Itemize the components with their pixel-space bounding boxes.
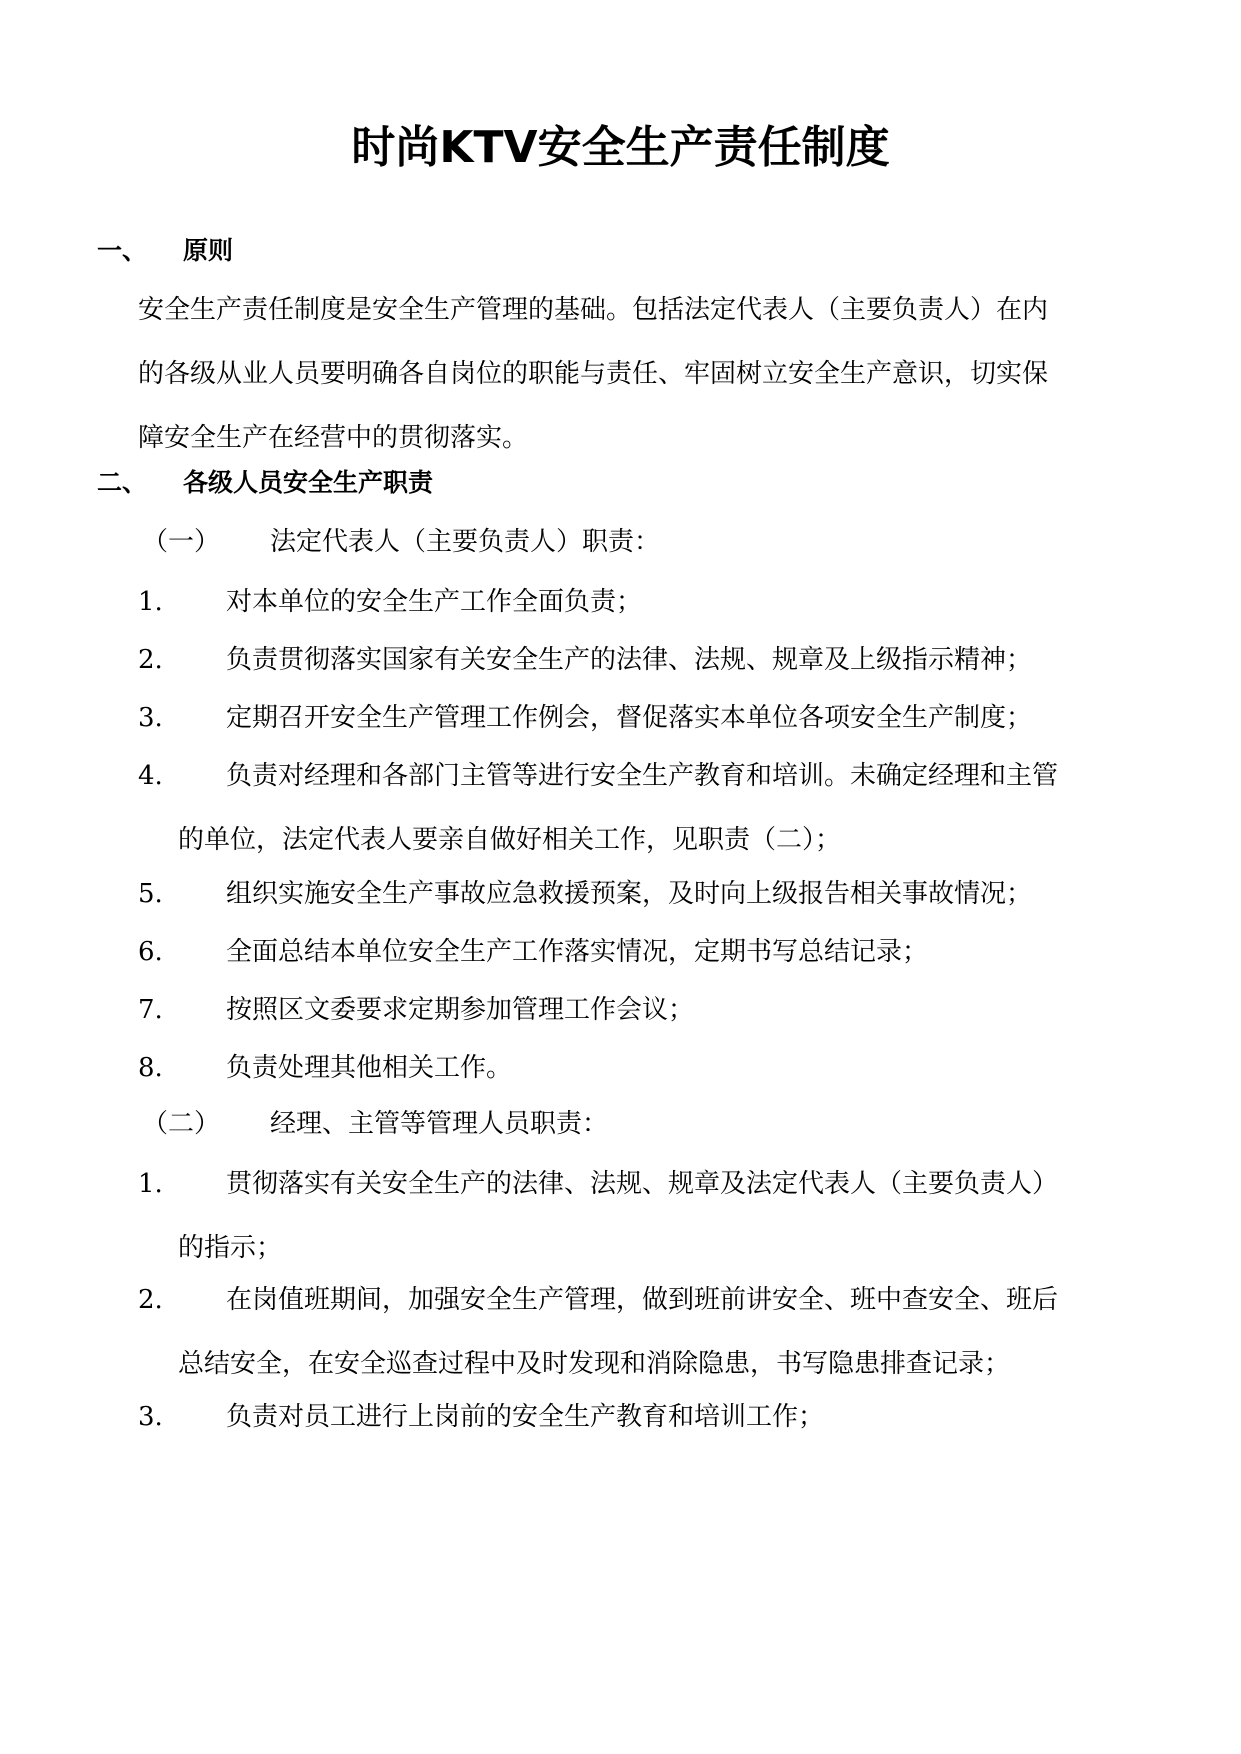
item-text: 按照区文委要求定期参加管理工作会议；: [226, 995, 695, 1025]
list-item: [138, 1385, 1150, 1449]
section-title: 原则: [183, 236, 234, 265]
item-number: 8.: [138, 1053, 163, 1083]
item-text: 全面总结本单位安全生产工作落实情况，定期书写总结记录；: [226, 937, 929, 967]
list-item: [138, 1268, 1150, 1396]
subsection-number: （二）: [142, 1109, 221, 1139]
subsection-heading: [142, 1104, 608, 1144]
section-heading: [97, 231, 233, 271]
item-number: 1.: [138, 587, 163, 617]
subsection-heading: [142, 522, 660, 562]
item-text: 负责贯彻落实国家有关安全生产的法律、法规、规章及上级指示精神；: [226, 645, 1033, 675]
list-item: [138, 862, 1150, 926]
item-number: 4.: [138, 761, 163, 791]
subsection-title: 法定代表人（主要负责人）职责：: [270, 527, 661, 557]
list-item: [138, 1036, 1150, 1100]
item-text: 对本单位的安全生产工作全面负责；: [226, 587, 643, 617]
item-text-continuation: 的指示；: [178, 1233, 283, 1263]
list-item: [138, 1152, 1150, 1280]
paragraph-line: 安全生产责任制度是安全生产管理的基础。包括法定代表人（主要负责人）在内: [138, 295, 1049, 325]
list-item: [138, 744, 1150, 872]
item-number: 1.: [138, 1169, 163, 1199]
item-text: 在岗值班期间，加强安全生产管理，做到班前讲安全、班中查安全、班后: [226, 1285, 1059, 1315]
paragraph-line: 的各级从业人员要明确各自岗位的职能与责任、牢固树立安全生产意识，切实保: [138, 359, 1049, 389]
item-number: 3.: [138, 703, 163, 733]
item-number: 7.: [138, 995, 163, 1025]
item-number: 6.: [138, 937, 163, 967]
subsection-number: （一）: [142, 527, 221, 557]
list-item: [138, 628, 1150, 692]
item-number: 2.: [138, 645, 163, 675]
item-text: 负责对经理和各部门主管等进行安全生产教育和培训。未确定经理和主管: [226, 761, 1059, 791]
item-text-continuation: 总结安全，在安全巡查过程中及时发现和消除隐患，书写隐患排查记录；: [178, 1349, 1011, 1379]
document-title: 时尚KTV安全生产责任制度: [351, 122, 890, 173]
item-text: 负责处理其他相关工作。: [226, 1053, 513, 1083]
section-title: 各级人员安全生产职责: [183, 468, 434, 497]
item-text: 负责对员工进行上岗前的安全生产教育和培训工作；: [226, 1402, 825, 1432]
item-text: 组织实施安全生产事故应急救援预案，及时向上级报告相关事故情况；: [226, 879, 1033, 909]
item-text-continuation: 的单位，法定代表人要亲自做好相关工作，见职责（二）；: [178, 825, 842, 855]
list-item: [138, 978, 1150, 1042]
item-text: 贯彻落实有关安全生产的法律、法规、规章及法定代表人（主要负责人）: [226, 1169, 1059, 1199]
item-number: 3.: [138, 1402, 163, 1432]
list-item: [138, 920, 1150, 984]
section-number: 一、: [97, 236, 148, 265]
paragraph-line: 障安全生产在经营中的贯彻落实。: [138, 423, 529, 453]
item-number: 5.: [138, 879, 163, 909]
list-item: [138, 686, 1150, 750]
section-number: 二、: [97, 468, 148, 497]
section-paragraph: [138, 278, 1148, 470]
list-item: [138, 570, 1150, 634]
item-number: 2.: [138, 1285, 163, 1315]
subsection-title: 经理、主管等管理人员职责：: [270, 1109, 609, 1139]
section-heading: [97, 463, 433, 503]
item-text: 定期召开安全生产管理工作例会，督促落实本单位各项安全生产制度；: [226, 703, 1033, 733]
